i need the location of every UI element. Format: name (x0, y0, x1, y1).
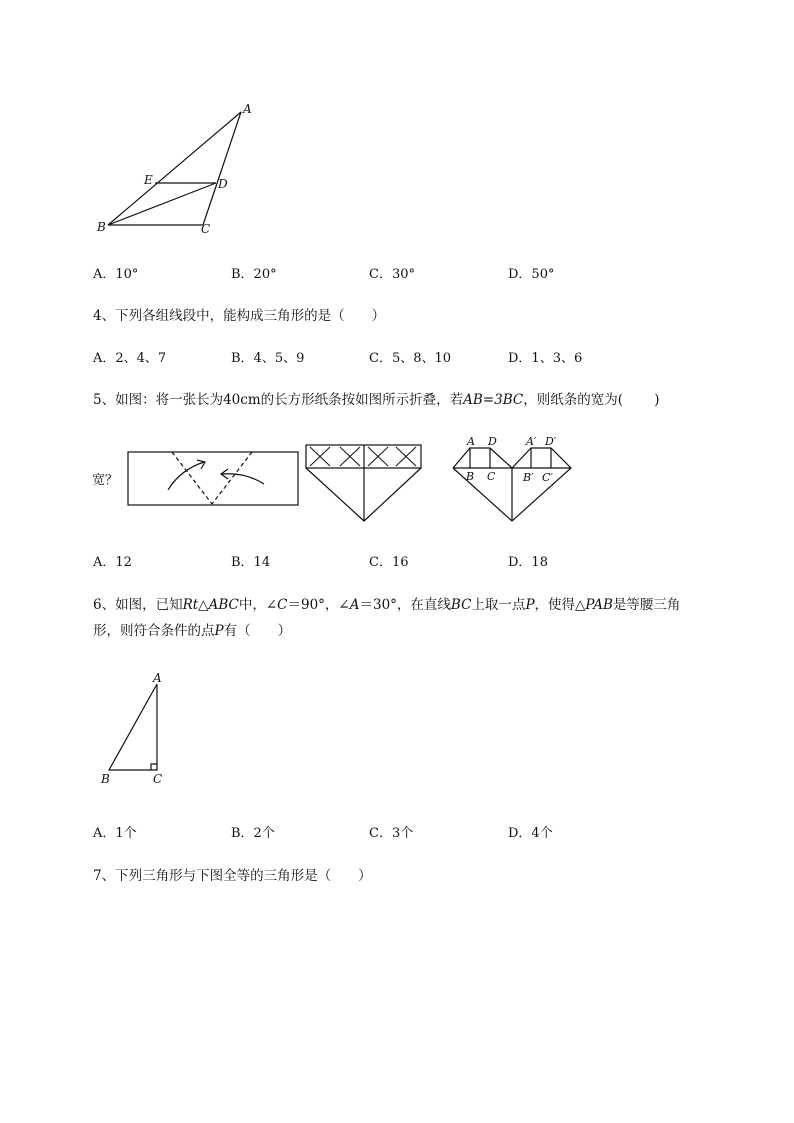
q5-label-d: D (488, 435, 497, 448)
q3-option-b[interactable]: B．20° (231, 267, 277, 282)
q6-label-c: C (153, 772, 163, 786)
q3-option-a[interactable]: A．10° (93, 267, 139, 282)
q6-math-p: P (525, 597, 535, 613)
q6-math-p: P (214, 623, 224, 639)
q5-label-a-prime: A′ (526, 435, 537, 448)
q3-label-d: D (218, 177, 228, 191)
q3-label-c: C (201, 222, 211, 236)
q7-question-text: 7、下列三角形与下图全等的三角形是（ ） (93, 868, 372, 884)
q6-option-a[interactable]: A．1个 (93, 826, 137, 841)
q6-text: ，使得△ (534, 597, 586, 613)
q5-label-c: C (487, 470, 496, 483)
q6-math-a: A (349, 597, 360, 613)
q6-text: 形，则符合条件的点 (93, 623, 215, 639)
q6-text: 上取一点 (471, 597, 526, 613)
q5-width-label: 宽？ (92, 473, 119, 488)
q6-text: 6、如图，已知 (93, 597, 183, 613)
q5-label-b-prime: B′ (523, 471, 534, 484)
q5-label-b: B (466, 470, 475, 483)
q6-label-b: B (101, 772, 110, 786)
q6-math-c: C (277, 597, 288, 613)
q6-option-c[interactable]: C．3个 (369, 826, 414, 841)
q5-label-d-prime: D′ (545, 435, 557, 448)
q4-option-d[interactable]: D．1、3、6 (508, 351, 583, 366)
q5-option-b[interactable]: B．14 (231, 555, 271, 570)
q6-math-rt-abc: Rt△ABC (182, 597, 239, 613)
q5-math-ab-3bc: AB=3BC (463, 392, 524, 408)
q3-label-b: B (97, 220, 106, 234)
q6-text: 中，∠ (238, 597, 278, 613)
q5-option-c[interactable]: C．16 (369, 555, 409, 570)
q6-option-b[interactable]: B．2个 (231, 826, 275, 841)
q5-text-part1: 5、如图：将一张长为40cm的长方形纸条按如图所示折叠，若 (93, 392, 464, 408)
q5-option-d[interactable]: D．18 (508, 555, 548, 570)
q6-math-bc: BC (450, 597, 472, 613)
q5-option-a[interactable]: A．12 (93, 555, 132, 570)
q4-option-a[interactable]: A．2、4、7 (93, 351, 167, 366)
q6-text: ＝30°，在直线 (359, 597, 451, 613)
q3-option-c[interactable]: C．30° (369, 267, 415, 282)
q4-option-c[interactable]: C．5、8、10 (369, 351, 452, 366)
q5-label-a: A (467, 435, 475, 448)
q6-right-angle-mark (151, 764, 157, 770)
q4-question-text: 4、下列各组线段中，能构成三角形的是（ ） (93, 308, 386, 324)
q6-math-pab: PAB (585, 597, 613, 613)
q3-label-a: A (243, 102, 252, 116)
q6-text: 是等腰三角 (612, 597, 681, 613)
q3-label-e: E (144, 173, 153, 187)
q6-label-a: A (153, 671, 162, 685)
q6-option-d[interactable]: D．4个 (508, 826, 553, 841)
q6-text: ＝90°，∠ (287, 597, 350, 613)
q5-label-c-prime: C′ (542, 471, 553, 484)
q6-text: 有（ ） (223, 623, 292, 639)
q4-option-b[interactable]: B．4、5、9 (231, 351, 305, 366)
q5-text-part2: ，则纸条的宽为( ) (523, 392, 660, 408)
q3-option-d[interactable]: D．50° (508, 267, 555, 282)
